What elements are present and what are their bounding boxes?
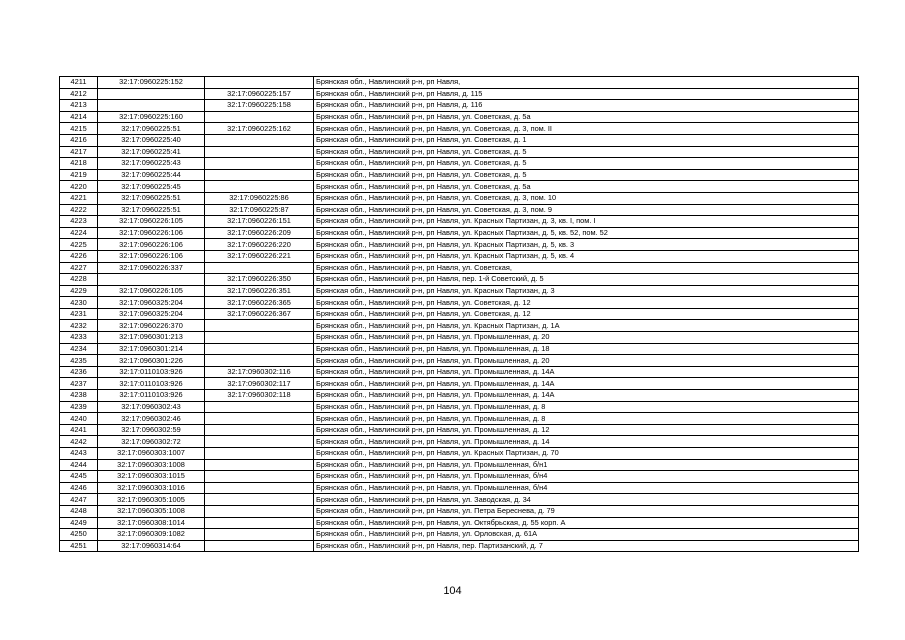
- address-cell: Брянская обл., Навлинский р-н, рп Навля, д. 115: [314, 88, 859, 100]
- address-cell: Брянская обл., Навлинский р-н, рп Навля, ул. Советская, д. 5: [314, 158, 859, 170]
- cadastral-number-cell: 32:17:0960225:51: [98, 204, 205, 216]
- row-number-cell: 4232: [60, 320, 98, 332]
- cadastral-number-cell: 32:17:0110103:926: [98, 378, 205, 390]
- row-number-cell: 4212: [60, 88, 98, 100]
- row-number-cell: 4214: [60, 111, 98, 123]
- premises-cadastral-number-cell: 32:17:0960226:365: [205, 297, 314, 309]
- table-row: [60, 192, 859, 204]
- row-number-cell: 4238: [60, 390, 98, 402]
- row-number-cell: 4213: [60, 100, 98, 112]
- address-cell: Брянская обл., Навлинский р-н, рп Навля, ул. Промышленная, д. 14А: [314, 366, 859, 378]
- page-number: 104: [443, 585, 462, 597]
- table-row: [60, 459, 859, 471]
- table-row: [60, 529, 859, 541]
- row-number-cell: 4231: [60, 308, 98, 320]
- table-row: [60, 436, 859, 448]
- table-row: [60, 471, 859, 483]
- cadastral-number-cell: 32:17:0960301:226: [98, 355, 205, 367]
- table-row: [60, 111, 859, 123]
- table-row: [60, 355, 859, 367]
- row-number-cell: 4220: [60, 181, 98, 193]
- row-number-cell: 4227: [60, 262, 98, 274]
- table-row: [60, 274, 859, 286]
- row-number-cell: 4251: [60, 540, 98, 552]
- premises-cadastral-number-cell: 32:17:0960226:209: [205, 227, 314, 239]
- address-cell: Брянская обл., Навлинский р-н, рп Навля, ул. Советская, д. 3, пом. 9: [314, 204, 859, 216]
- cadastral-number-cell: 32:17:0960305:1005: [98, 494, 205, 506]
- address-cell: Брянская обл., Навлинский р-н, рп Навля, пер. 1-й Советский, д. 5: [314, 274, 859, 286]
- premises-cadastral-number-cell: [205, 540, 314, 552]
- premises-cadastral-number-cell: 32:17:0960226:350: [205, 274, 314, 286]
- premises-cadastral-number-cell: [205, 169, 314, 181]
- premises-cadastral-number-cell: 32:17:0960302:116: [205, 366, 314, 378]
- cadastral-number-cell: [98, 88, 205, 100]
- address-cell: Брянская обл., Навлинский р-н, рп Навля, ул. Красных Партизан, д. 5, кв. 3: [314, 239, 859, 251]
- row-number-cell: 4218: [60, 158, 98, 170]
- table-row: [60, 390, 859, 402]
- premises-cadastral-number-cell: 32:17:0960226:351: [205, 285, 314, 297]
- table-row: [60, 320, 859, 332]
- table-row: [60, 262, 859, 274]
- row-number-cell: 4245: [60, 471, 98, 483]
- premises-cadastral-number-cell: [205, 494, 314, 506]
- premises-cadastral-number-cell: [205, 448, 314, 460]
- premises-cadastral-number-cell: 32:17:0960226:367: [205, 308, 314, 320]
- cadastral-number-cell: 32:17:0960301:213: [98, 332, 205, 344]
- cadastral-number-cell: 32:17:0960301:214: [98, 343, 205, 355]
- premises-cadastral-number-cell: [205, 355, 314, 367]
- cadastral-number-cell: 32:17:0960225:40: [98, 134, 205, 146]
- premises-cadastral-number-cell: [205, 320, 314, 332]
- cadastral-number-cell: 32:17:0960226:106: [98, 227, 205, 239]
- address-cell: Брянская обл., Навлинский р-н, рп Навля, ул. Промышленная, д. 20: [314, 355, 859, 367]
- cadastral-number-cell: 32:17:0960225:160: [98, 111, 205, 123]
- address-cell: Брянская обл., Навлинский р-н, рп Навля,: [314, 77, 859, 89]
- premises-cadastral-number-cell: 32:17:0960225:86: [205, 192, 314, 204]
- address-cell: Брянская обл., Навлинский р-н, рп Навля, ул. Советская, д. 3, пом. II: [314, 123, 859, 135]
- premises-cadastral-number-cell: 32:17:0960226:221: [205, 250, 314, 262]
- address-cell: Брянская обл., Навлинский р-н, рп Навля, ул. Красных Партизан, д. 1А: [314, 320, 859, 332]
- cadastral-number-cell: 32:17:0110103:926: [98, 390, 205, 402]
- address-cell: Брянская обл., Навлинский р-н, рп Навля, ул. Петра Береснева, д. 79: [314, 505, 859, 517]
- row-number-cell: 4241: [60, 424, 98, 436]
- cadastral-number-cell: 32:17:0960325:204: [98, 297, 205, 309]
- table-row: [60, 77, 859, 89]
- row-number-cell: 4215: [60, 123, 98, 135]
- address-cell: Брянская обл., Навлинский р-н, рп Навля, ул. Красных Партизан, д. 5, кв. 52, пом. 52: [314, 227, 859, 239]
- cadastral-number-cell: 32:17:0960303:1015: [98, 471, 205, 483]
- address-cell: Брянская обл., Навлинский р-н, рп Навля, ул. Советская, д. 3, пом. 10: [314, 192, 859, 204]
- table-row: [60, 540, 859, 552]
- cadastral-number-cell: 32:17:0960314:64: [98, 540, 205, 552]
- address-cell: Брянская обл., Навлинский р-н, рп Навля, ул. Советская, д. 5а: [314, 111, 859, 123]
- table-row: [60, 448, 859, 460]
- cadastral-number-cell: 32:17:0960226:105: [98, 216, 205, 228]
- row-number-cell: 4239: [60, 401, 98, 413]
- table-row: [60, 505, 859, 517]
- table-row: [60, 239, 859, 251]
- table-row: [60, 216, 859, 228]
- cadastral-number-cell: 32:17:0960226:105: [98, 285, 205, 297]
- address-cell: Брянская обл., Навлинский р-н, рп Навля, ул. Красных Партизан, д. 70: [314, 448, 859, 460]
- row-number-cell: 4228: [60, 274, 98, 286]
- address-cell: Брянская обл., Навлинский р-н, рп Навля, ул. Заводская, д. 34: [314, 494, 859, 506]
- address-cell: Брянская обл., Навлинский р-н, рп Навля, ул. Промышленная, д. 14А: [314, 390, 859, 402]
- address-cell: Брянская обл., Навлинский р-н, рп Навля, д. 116: [314, 100, 859, 112]
- cadastral-number-cell: 32:17:0960309:1082: [98, 529, 205, 541]
- cadastral-number-cell: 32:17:0960225:44: [98, 169, 205, 181]
- cadastral-number-cell: 32:17:0960226:106: [98, 250, 205, 262]
- table-row: [60, 343, 859, 355]
- premises-cadastral-number-cell: [205, 262, 314, 274]
- row-number-cell: 4249: [60, 517, 98, 529]
- address-cell: Брянская обл., Навлинский р-н, рп Навля, ул. Промышленная, д. 12: [314, 424, 859, 436]
- premises-cadastral-number-cell: [205, 181, 314, 193]
- cadastral-number-cell: 32:17:0960225:152: [98, 77, 205, 89]
- premises-cadastral-number-cell: [205, 424, 314, 436]
- premises-cadastral-number-cell: [205, 436, 314, 448]
- cadastral-number-cell: 32:17:0960303:1008: [98, 459, 205, 471]
- premises-cadastral-number-cell: 32:17:0960226:151: [205, 216, 314, 228]
- premises-cadastral-number-cell: [205, 332, 314, 344]
- address-cell: Брянская обл., Навлинский р-н, рп Навля, ул. Октябрьская, д. 55 корп. А: [314, 517, 859, 529]
- row-number-cell: 4240: [60, 413, 98, 425]
- table-row: [60, 100, 859, 112]
- cadastral-number-cell: 32:17:0110103:926: [98, 366, 205, 378]
- premises-cadastral-number-cell: [205, 517, 314, 529]
- address-cell: Брянская обл., Навлинский р-н, рп Навля, ул. Советская, д. 12: [314, 297, 859, 309]
- premises-cadastral-number-cell: [205, 471, 314, 483]
- address-cell: Брянская обл., Навлинский р-н, рп Навля, ул. Промышленная, д. 8: [314, 413, 859, 425]
- address-cell: Брянская обл., Навлинский р-н, рп Навля, ул. Советская, д. 5: [314, 146, 859, 158]
- premises-cadastral-number-cell: [205, 158, 314, 170]
- table-row: [60, 517, 859, 529]
- table-row: [60, 169, 859, 181]
- row-number-cell: 4216: [60, 134, 98, 146]
- address-cell: Брянская обл., Навлинский р-н, рп Навля, ул. Советская, д. 1: [314, 134, 859, 146]
- row-number-cell: 4248: [60, 505, 98, 517]
- premises-cadastral-number-cell: [205, 77, 314, 89]
- table-row: [60, 413, 859, 425]
- table-row: [60, 297, 859, 309]
- address-cell: Брянская обл., Навлинский р-н, рп Навля, ул. Красных Партизан, д. 3, кв. I, пом. I: [314, 216, 859, 228]
- table-row: [60, 146, 859, 158]
- property-registry-table: [59, 76, 859, 552]
- cadastral-number-cell: 32:17:0960325:204: [98, 308, 205, 320]
- cadastral-number-cell: 32:17:0960303:1016: [98, 482, 205, 494]
- address-cell: Брянская обл., Навлинский р-н, рп Навля, ул. Советская,: [314, 262, 859, 274]
- row-number-cell: 4211: [60, 77, 98, 89]
- cadastral-number-cell: [98, 100, 205, 112]
- row-number-cell: 4229: [60, 285, 98, 297]
- cadastral-number-cell: 32:17:0960303:1007: [98, 448, 205, 460]
- address-cell: Брянская обл., Навлинский р-н, рп Навля, ул. Промышленная, д. 14: [314, 436, 859, 448]
- cadastral-number-cell: 32:17:0960302:72: [98, 436, 205, 448]
- row-number-cell: 4250: [60, 529, 98, 541]
- cadastral-number-cell: 32:17:0960225:51: [98, 123, 205, 135]
- premises-cadastral-number-cell: [205, 343, 314, 355]
- table-row: [60, 308, 859, 320]
- cadastral-number-cell: 32:17:0960225:45: [98, 181, 205, 193]
- address-cell: Брянская обл., Навлинский р-н, рп Навля, ул. Промышленная, б/н1: [314, 459, 859, 471]
- table-row: [60, 227, 859, 239]
- premises-cadastral-number-cell: 32:17:0960225:157: [205, 88, 314, 100]
- table-row: [60, 482, 859, 494]
- address-cell: Брянская обл., Навлинский р-н, рп Навля, ул. Советская, д. 5а: [314, 181, 859, 193]
- address-cell: Брянская обл., Навлинский р-н, рп Навля, ул. Красных Партизан, д. 3: [314, 285, 859, 297]
- row-number-cell: 4237: [60, 378, 98, 390]
- premises-cadastral-number-cell: 32:17:0960225:162: [205, 123, 314, 135]
- table-row: [60, 123, 859, 135]
- premises-cadastral-number-cell: 32:17:0960225:87: [205, 204, 314, 216]
- address-cell: Брянская обл., Навлинский р-н, рп Навля, ул. Промышленная, б/н4: [314, 471, 859, 483]
- premises-cadastral-number-cell: [205, 111, 314, 123]
- table-row: [60, 366, 859, 378]
- table-row: [60, 332, 859, 344]
- cadastral-number-cell: 32:17:0960226:370: [98, 320, 205, 332]
- row-number-cell: 4222: [60, 204, 98, 216]
- cadastral-number-cell: 32:17:0960302:59: [98, 424, 205, 436]
- row-number-cell: 4223: [60, 216, 98, 228]
- registry-table-body: [60, 77, 859, 552]
- row-number-cell: 4243: [60, 448, 98, 460]
- row-number-cell: 4221: [60, 192, 98, 204]
- address-cell: Брянская обл., Навлинский р-н, рп Навля, ул. Орловская, д. 61А: [314, 529, 859, 541]
- row-number-cell: 4226: [60, 250, 98, 262]
- row-number-cell: 4234: [60, 343, 98, 355]
- row-number-cell: 4225: [60, 239, 98, 251]
- address-cell: Брянская обл., Навлинский р-н, рп Навля, пер. Партизанский, д. 7: [314, 540, 859, 552]
- row-number-cell: 4246: [60, 482, 98, 494]
- table-row: [60, 401, 859, 413]
- row-number-cell: 4235: [60, 355, 98, 367]
- premises-cadastral-number-cell: [205, 482, 314, 494]
- premises-cadastral-number-cell: 32:17:0960302:117: [205, 378, 314, 390]
- table-row: [60, 378, 859, 390]
- premises-cadastral-number-cell: 32:17:0960302:118: [205, 390, 314, 402]
- address-cell: Брянская обл., Навлинский р-н, рп Навля, ул. Промышленная, б/н4: [314, 482, 859, 494]
- row-number-cell: 4244: [60, 459, 98, 471]
- premises-cadastral-number-cell: [205, 505, 314, 517]
- table-row: [60, 494, 859, 506]
- cadastral-number-cell: 32:17:0960305:1008: [98, 505, 205, 517]
- row-number-cell: 4233: [60, 332, 98, 344]
- premises-cadastral-number-cell: [205, 459, 314, 471]
- table-row: [60, 181, 859, 193]
- premises-cadastral-number-cell: [205, 529, 314, 541]
- cadastral-number-cell: 32:17:0960226:106: [98, 239, 205, 251]
- cadastral-number-cell: 32:17:0960225:51: [98, 192, 205, 204]
- row-number-cell: 4217: [60, 146, 98, 158]
- premises-cadastral-number-cell: 32:17:0960226:220: [205, 239, 314, 251]
- table-row: [60, 88, 859, 100]
- premises-cadastral-number-cell: [205, 413, 314, 425]
- cadastral-number-cell: 32:17:0960226:337: [98, 262, 205, 274]
- row-number-cell: 4224: [60, 227, 98, 239]
- row-number-cell: 4242: [60, 436, 98, 448]
- table-row: [60, 250, 859, 262]
- cadastral-number-cell: 32:17:0960302:43: [98, 401, 205, 413]
- premises-cadastral-number-cell: [205, 134, 314, 146]
- address-cell: Брянская обл., Навлинский р-н, рп Навля, ул. Промышленная, д. 18: [314, 343, 859, 355]
- row-number-cell: 4236: [60, 366, 98, 378]
- premises-cadastral-number-cell: 32:17:0960225:158: [205, 100, 314, 112]
- address-cell: Брянская обл., Навлинский р-н, рп Навля, ул. Промышленная, д. 8: [314, 401, 859, 413]
- premises-cadastral-number-cell: [205, 401, 314, 413]
- premises-cadastral-number-cell: [205, 146, 314, 158]
- table-row: [60, 204, 859, 216]
- cadastral-number-cell: 32:17:0960225:43: [98, 158, 205, 170]
- address-cell: Брянская обл., Навлинский р-н, рп Навля, ул. Промышленная, д. 20: [314, 332, 859, 344]
- address-cell: Брянская обл., Навлинский р-н, рп Навля, ул. Советская, д. 12: [314, 308, 859, 320]
- table-row: [60, 158, 859, 170]
- cadastral-number-cell: 32:17:0960302:46: [98, 413, 205, 425]
- table-row: [60, 424, 859, 436]
- address-cell: Брянская обл., Навлинский р-н, рп Навля, ул. Промышленная, д. 14А: [314, 378, 859, 390]
- row-number-cell: 4230: [60, 297, 98, 309]
- table-row: [60, 134, 859, 146]
- address-cell: Брянская обл., Навлинский р-н, рп Навля, ул. Красных Партизан, д. 5, кв. 4: [314, 250, 859, 262]
- cadastral-number-cell: 32:17:0960308:1014: [98, 517, 205, 529]
- row-number-cell: 4247: [60, 494, 98, 506]
- address-cell: Брянская обл., Навлинский р-н, рп Навля, ул. Советская, д. 5: [314, 169, 859, 181]
- row-number-cell: 4219: [60, 169, 98, 181]
- cadastral-number-cell: [98, 274, 205, 286]
- cadastral-number-cell: 32:17:0960225:41: [98, 146, 205, 158]
- table-row: [60, 285, 859, 297]
